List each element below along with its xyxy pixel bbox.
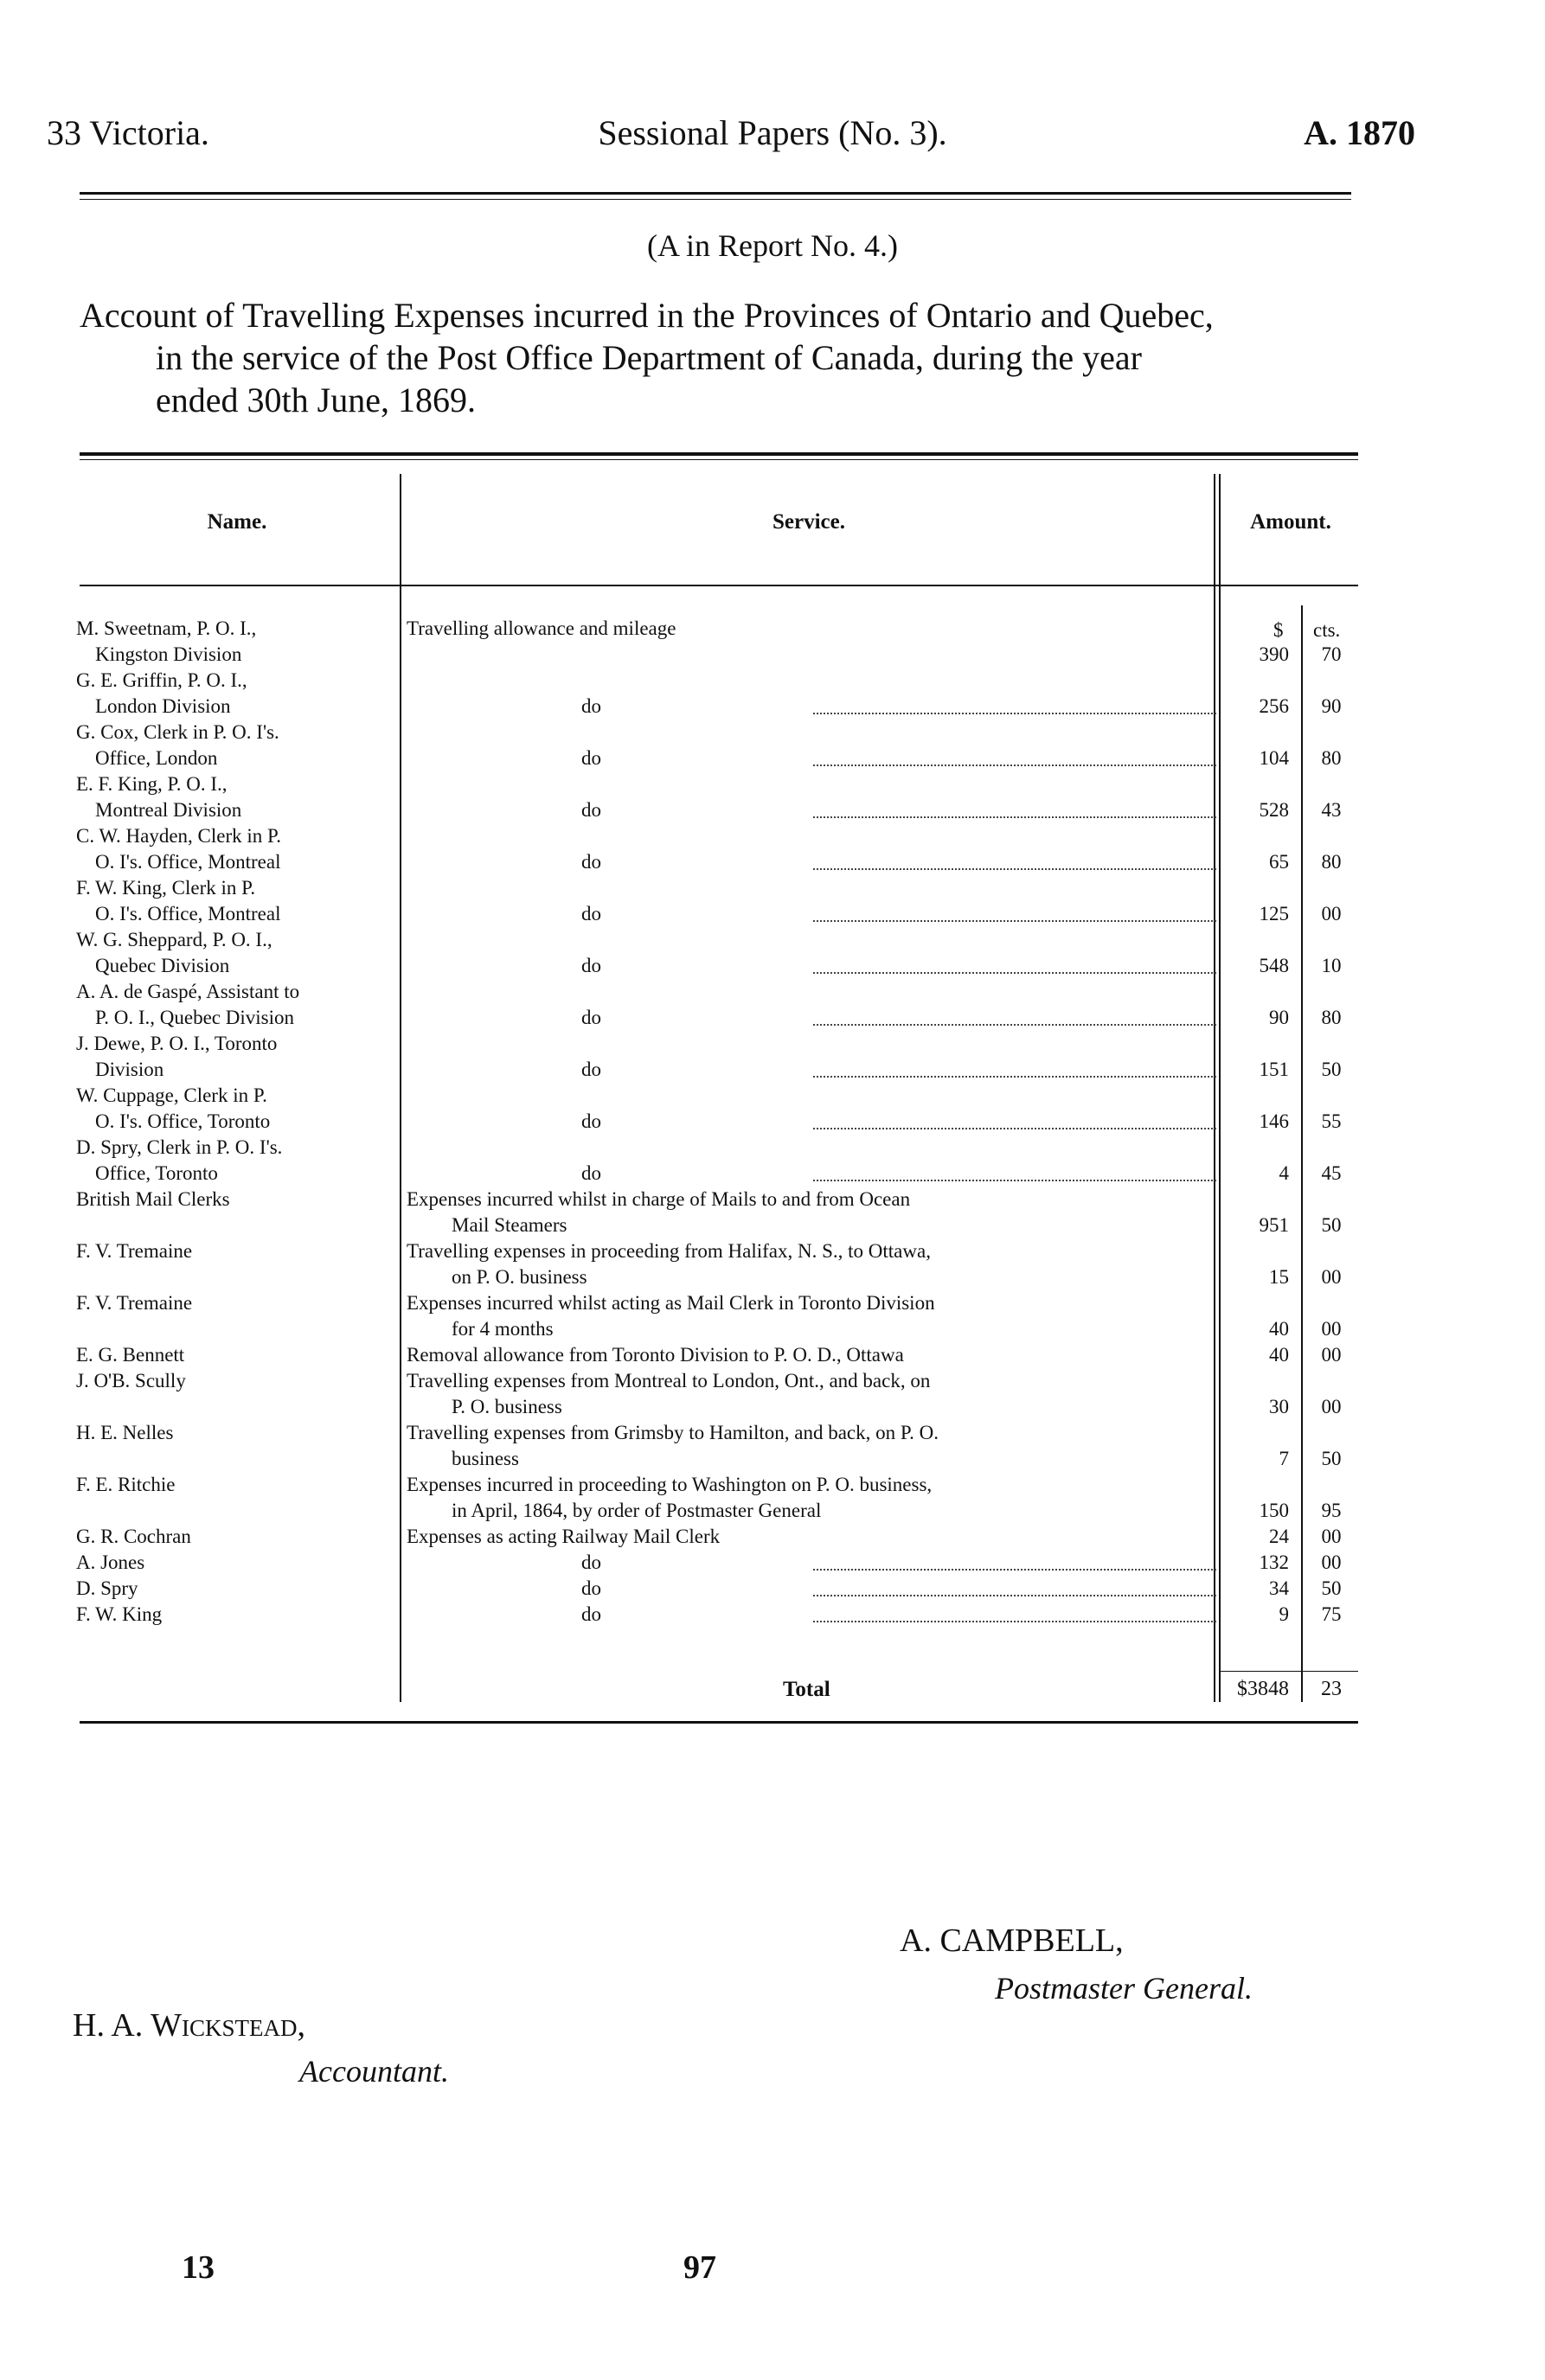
leader-dots [813, 1010, 1216, 1026]
row-service-line: Travelling allowance and mileage [407, 617, 676, 639]
row-cents: 00 [1321, 1318, 1342, 1340]
row-name-line: C. W. Hayden, Clerk in P. [76, 825, 282, 847]
row-cents: 00 [1321, 1551, 1342, 1573]
title-line-1: Account of Travelling Expenses incurred in the Provinces of Ontario and Quebec, [80, 296, 1214, 335]
row-name [76, 875, 398, 927]
row-cents: 50 [1321, 1448, 1342, 1469]
row-name-line: E. F. King, P. O. I., [76, 773, 228, 795]
row-service-ditto: do [581, 747, 601, 769]
row-name-line: W. Cuppage, Clerk in P. [76, 1084, 267, 1106]
document-title [80, 294, 1373, 421]
row-service-line: Expenses as acting Railway Mail Clerk [407, 1526, 721, 1547]
page-number: 97 [683, 2249, 716, 2286]
row-dollars: 7 [1279, 1448, 1289, 1469]
row-name [76, 616, 398, 668]
row-service [407, 1368, 1211, 1420]
row-cents: 55 [1321, 1110, 1342, 1132]
column-divider-cents [1301, 605, 1303, 1702]
row-service [407, 616, 1211, 642]
row-name-line: D. Spry [76, 1577, 138, 1599]
row-name [76, 1420, 398, 1446]
row-service-ditto: do [581, 851, 601, 873]
cents-unit: cts. [1313, 619, 1341, 641]
row-dollars: 390 [1259, 643, 1289, 665]
total-top-rule [1220, 1671, 1358, 1672]
row-name [76, 823, 398, 875]
row-name [76, 1602, 398, 1628]
row-service-line: P. O. business [452, 1396, 562, 1417]
leader-dots [813, 1607, 1216, 1622]
header-rule [80, 192, 1351, 195]
row-cents: 50 [1321, 1059, 1342, 1080]
row-service-ditto: do [581, 1603, 601, 1625]
row-service-line: Expenses incurred in proceeding to Washington on P. O. business, [407, 1474, 933, 1495]
row-cents: 10 [1321, 955, 1342, 976]
row-name-line: E. G. Bennett [76, 1344, 185, 1366]
row-dollars: 146 [1259, 1110, 1289, 1132]
running-head-left: 33 Victoria. [47, 113, 209, 152]
row-cents: 00 [1321, 1344, 1342, 1366]
column-header-service: Service. [772, 510, 845, 534]
row-name-line: G. R. Cochran [76, 1526, 191, 1547]
row-cents: 00 [1321, 1266, 1342, 1288]
row-service [407, 1187, 1211, 1238]
row-dollars: 104 [1259, 747, 1289, 769]
row-service-ditto: do [581, 695, 601, 717]
row-dollars: 15 [1269, 1266, 1289, 1288]
row-service-line: Expenses incurred whilst in charge of Mails to and from Ocean [407, 1188, 911, 1210]
column-header-name: Name. [207, 510, 267, 534]
row-name-line: Quebec Division [95, 955, 230, 976]
total-label: Total [783, 1678, 830, 1701]
row-name-line: F. W. King [76, 1603, 163, 1625]
row-name [76, 1031, 398, 1083]
row-name-line: O. I's. Office, Montreal [95, 903, 281, 924]
row-name [76, 1576, 398, 1602]
row-dollars: 40 [1269, 1318, 1289, 1340]
row-name [76, 1342, 398, 1368]
row-cents: 50 [1321, 1214, 1342, 1236]
row-cents: 90 [1321, 695, 1342, 717]
row-cents: 75 [1321, 1603, 1342, 1625]
row-name-line: Office, Toronto [95, 1162, 218, 1184]
leader-dots [813, 751, 1216, 766]
row-name-line: G. Cox, Clerk in P. O. I's. [76, 721, 279, 743]
row-name-line: G. E. Griffin, P. O. I., [76, 669, 247, 691]
table-top-rule-thin [80, 459, 1358, 460]
postmaster-title: Postmaster General. [995, 1971, 1253, 2006]
row-name [76, 1472, 398, 1498]
row-name [76, 1524, 398, 1550]
row-dollars: 548 [1259, 955, 1289, 976]
title-line-3: ended 30th June, 1869. [156, 381, 476, 419]
row-name-line: London Division [95, 695, 231, 717]
row-name [76, 668, 398, 720]
row-cents: 00 [1321, 903, 1342, 924]
header-rule-thin [80, 199, 1351, 200]
row-dollars: 90 [1269, 1007, 1289, 1028]
table-bottom-rule [80, 1721, 1358, 1724]
leader-dots [813, 1062, 1216, 1078]
row-name-line: Kingston Division [95, 643, 242, 665]
row-service [407, 1420, 1211, 1472]
leader-dots [813, 1114, 1216, 1129]
row-cents: 43 [1321, 799, 1342, 821]
total-cents: 23 [1321, 1678, 1342, 1700]
row-service [407, 1238, 1211, 1290]
row-service-ditto: do [581, 955, 601, 976]
row-cents: 95 [1321, 1500, 1342, 1521]
row-dollars: 132 [1259, 1551, 1289, 1573]
row-dollars: 34 [1269, 1577, 1289, 1599]
row-name [76, 1290, 398, 1316]
row-service-ditto: do [581, 903, 601, 924]
row-name [76, 927, 398, 979]
row-service-line: Travelling expenses from Grimsby to Hamilton, and back, on P. O. [407, 1422, 939, 1443]
row-dollars: 150 [1259, 1500, 1289, 1521]
row-cents: 00 [1321, 1526, 1342, 1547]
row-dollars: 9 [1279, 1603, 1289, 1625]
leader-dots [813, 854, 1216, 870]
row-name-line: A. A. de Gaspé, Assistant to [76, 981, 300, 1002]
row-service-line: Expenses incurred whilst acting as Mail Clerk in Toronto Division [407, 1292, 935, 1314]
row-service-line: in April, 1864, by order of Postmaster General [452, 1500, 822, 1521]
row-name-line: Office, London [95, 747, 218, 769]
row-name [76, 771, 398, 823]
dollar-unit: $ [1273, 619, 1284, 641]
row-dollars: 125 [1259, 903, 1289, 924]
leader-dots [813, 958, 1216, 974]
leader-dots [813, 1581, 1216, 1596]
row-name [76, 1550, 398, 1576]
leader-dots [813, 1555, 1216, 1571]
row-dollars: 30 [1269, 1396, 1289, 1417]
row-name-line: A. Jones [76, 1551, 145, 1573]
row-cents: 80 [1321, 747, 1342, 769]
row-name-line: J. O'B. Scully [76, 1370, 186, 1392]
row-name [76, 720, 398, 771]
header-separator [80, 585, 1358, 586]
column-divider-name [400, 474, 401, 1702]
row-service-line: Travelling expenses from Montreal to London, Ont., and back, on [407, 1370, 931, 1392]
row-service-ditto: do [581, 1059, 601, 1080]
row-service-ditto: do [581, 1007, 601, 1028]
row-service-ditto: do [581, 799, 601, 821]
report-reference: (A in Report No. 4.) [647, 228, 898, 263]
row-cents: 70 [1321, 643, 1342, 665]
row-name-line: F. W. King, Clerk in P. [76, 877, 256, 899]
row-service-line: Mail Steamers [452, 1214, 567, 1236]
column-header-amount: Amount. [1250, 510, 1331, 534]
leader-dots [813, 699, 1216, 714]
row-dollars: 528 [1259, 799, 1289, 821]
row-service-ditto: do [581, 1551, 601, 1573]
row-dollars: 4 [1279, 1162, 1289, 1184]
row-dollars: 151 [1259, 1059, 1289, 1080]
accountant-signature: H. A. Wickstead, [73, 2007, 305, 2044]
row-name-line: P. O. I., Quebec Division [95, 1007, 294, 1028]
row-service-ditto: do [581, 1162, 601, 1184]
row-dollars: 256 [1259, 695, 1289, 717]
row-name [76, 1238, 398, 1264]
running-head-center: Sessional Papers (No. 3). [598, 113, 947, 152]
row-service-line: on P. O. business [452, 1266, 587, 1288]
row-cents: 00 [1321, 1396, 1342, 1417]
row-name-line: W. G. Sheppard, P. O. I., [76, 929, 272, 950]
row-name-line: British Mail Clerks [76, 1188, 230, 1210]
title-line-2: in the service of the Post Office Department of Canada, during the year [156, 338, 1142, 377]
row-name [76, 1368, 398, 1394]
row-name-line: F. V. Tremaine [76, 1292, 193, 1314]
row-service [407, 1472, 1211, 1524]
row-name [76, 1135, 398, 1187]
leader-dots [813, 1166, 1216, 1181]
row-name-line: H. E. Nelles [76, 1422, 174, 1443]
row-dollars: 65 [1269, 851, 1289, 873]
footer-left: 13 [182, 2249, 215, 2286]
table-top-rule [80, 452, 1358, 456]
row-name-line: Division [95, 1059, 164, 1080]
row-name-line: O. I's. Office, Montreal [95, 851, 281, 873]
row-name-line: F. V. Tremaine [76, 1240, 193, 1262]
row-service-line: for 4 months [452, 1318, 554, 1340]
postmaster-signature: A. CAMPBELL, [900, 1923, 1124, 1959]
row-service-line: Travelling expenses in proceeding from Halifax, N. S., to Ottawa, [407, 1240, 931, 1262]
row-name-line: Montreal Division [95, 799, 242, 821]
row-cents: 80 [1321, 851, 1342, 873]
accountant-title: Accountant. [299, 2054, 449, 2089]
leader-dots [813, 906, 1216, 922]
leader-dots [813, 803, 1216, 818]
running-head-right: A. 1870 [1304, 113, 1415, 152]
row-name-line: J. Dewe, P. O. I., Toronto [76, 1033, 278, 1054]
row-service-ditto: do [581, 1110, 601, 1132]
row-name [76, 1083, 398, 1135]
row-name [76, 1187, 398, 1212]
row-cents: 80 [1321, 1007, 1342, 1028]
row-service-line: business [452, 1448, 519, 1469]
row-name-line: O. I's. Office, Toronto [95, 1110, 271, 1132]
row-cents: 50 [1321, 1577, 1342, 1599]
row-service [407, 1524, 1211, 1550]
row-name-line: D. Spry, Clerk in P. O. I's. [76, 1136, 283, 1158]
row-name-line: M. Sweetnam, P. O. I., [76, 617, 257, 639]
row-service [407, 1290, 1211, 1342]
row-dollars: 951 [1259, 1214, 1289, 1236]
row-dollars: 24 [1269, 1526, 1289, 1547]
total-dollars: $3848 [1237, 1678, 1289, 1700]
row-name [76, 979, 398, 1031]
row-service [407, 1342, 1211, 1368]
row-name-line: F. E. Ritchie [76, 1474, 176, 1495]
row-cents: 45 [1321, 1162, 1342, 1184]
column-divider-service-a [1214, 474, 1215, 1702]
row-dollars: 40 [1269, 1344, 1289, 1366]
row-service-ditto: do [581, 1577, 601, 1599]
row-service-line: Removal allowance from Toronto Division to P. O. D., Ottawa [407, 1344, 904, 1366]
